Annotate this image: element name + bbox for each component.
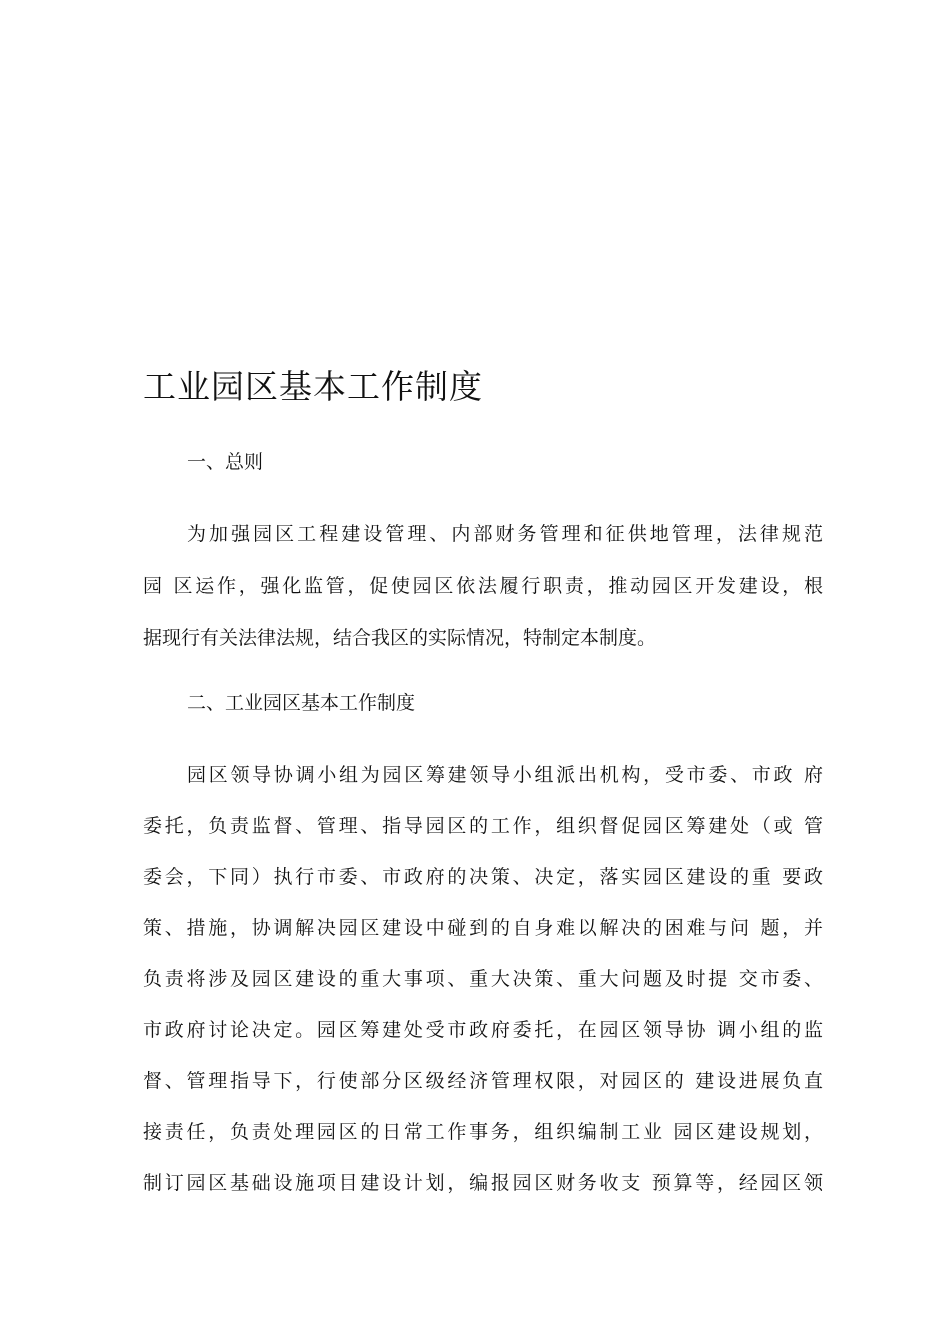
paragraph-rules [143, 750, 823, 1209]
paragraph-line: 委会，下同）执行市委、市政府的决策、决定，落实园区建设的重 要政 [143, 866, 823, 888]
paragraph-line: 委托，负责监督、管理、指导园区的工作，组织督促园区筹建处（或 管 [143, 815, 823, 837]
paragraph-line: 督、管理指导下，行使部分区级经济管理权限，对园区的 建设进展负直 [143, 1070, 823, 1092]
paragraph-line: 园 区运作，强化监管，促使园区依法履行职责，推动园区开发建设，根 [143, 575, 823, 597]
paragraph-line: 策、措施，协调解决园区建设中碰到的自身难以解决的困难与问 题，并 [143, 917, 823, 939]
paragraph-line: 接责任，负责处理园区的日常工作事务，组织编制工业 园区建设规划， [143, 1121, 823, 1143]
paragraph-line: 园区领导协调小组为园区筹建领导小组派出机构，受市委、市政 府 [187, 764, 823, 786]
paragraph-line: 据现行有关法律法规，结合我区的实际情况，特制定本制度。 [143, 627, 657, 649]
section-heading-general: 一、总则 [187, 451, 264, 473]
paragraph-line: 负责将涉及园区建设的重大事项、重大决策、重大问题及时提 交市委、 [143, 968, 823, 990]
document-title: 工业园区基本工作制度 [143, 367, 483, 406]
paragraph-line: 为加强园区工程建设管理、内部财务管理和征供地管理，法律规范 [187, 523, 823, 545]
section-heading-rules: 二、工业园区基本工作制度 [187, 692, 416, 714]
paragraph-general [143, 508, 823, 664]
paragraph-line: 市政府讨论决定。园区筹建处受市政府委托，在园区领导协 调小组的监 [143, 1019, 823, 1041]
paragraph-line: 制订园区基础设施项目建设计划，编报园区财务收支 预算等，经园区领 [143, 1172, 823, 1194]
